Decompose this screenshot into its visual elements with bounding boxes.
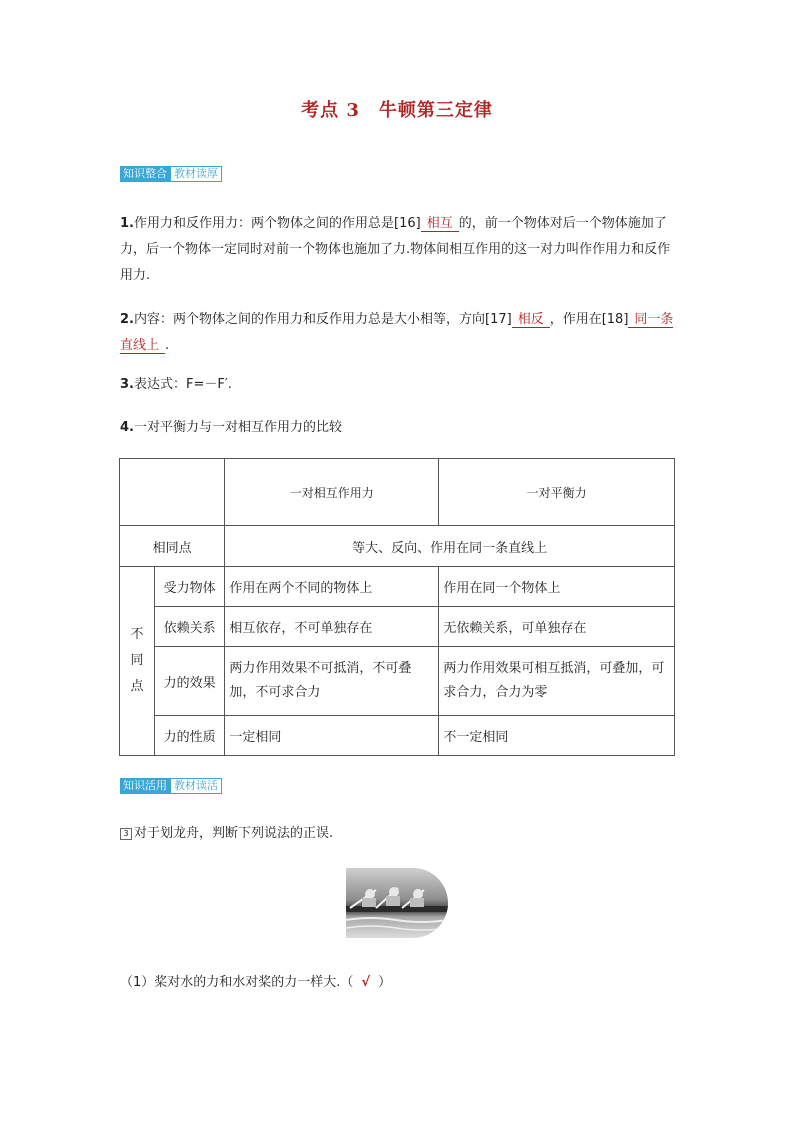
row-label: 相同点: [120, 526, 225, 567]
text: .: [165, 338, 170, 353]
page-title: 考点 3 牛顿第三定律: [301, 100, 493, 121]
table-row: [120, 716, 675, 756]
table-row: [120, 567, 675, 607]
cell: 不一定相同: [439, 716, 675, 756]
cell: 两力作用效果不可抵消，不可叠加，不可求合力: [225, 647, 439, 716]
text: 表达式：F=－F′.: [133, 377, 232, 392]
text: （1）桨对水的力和水对桨的力一样大.（: [120, 975, 354, 990]
badge-label: 知识活用: [120, 778, 170, 794]
text: 作用力和反作用力：两个物体之间的作用总是: [133, 216, 394, 231]
paragraph-2: [120, 307, 680, 359]
paragraph-3: [120, 372, 680, 398]
paragraph-4: [120, 415, 680, 441]
section-badge-practice: [120, 778, 222, 794]
badge-label: 知识整合: [120, 166, 170, 182]
row-label: 受力物体: [155, 567, 225, 607]
answer-blank: 相反: [512, 312, 550, 328]
text: 内容：两个物体之间的作用力和反作用力总是大小相等，方向: [133, 312, 485, 327]
item-number: 2.: [120, 312, 134, 327]
paragraph-1: [120, 211, 680, 289]
text: 对于划龙舟，判断下列说法的正误.: [134, 826, 334, 841]
diff-label-char: 不: [130, 627, 144, 642]
table-row: [120, 647, 675, 716]
row-label: 力的效果: [155, 647, 225, 716]
table-row: [120, 526, 675, 567]
cell: 相互依存，不可单独存在: [225, 607, 439, 647]
dragon-boat-image: [346, 868, 448, 938]
text: ，作用在: [549, 312, 602, 327]
text: 一对平衡力与一对相互作用力的比较: [133, 420, 342, 435]
table-header-cell: 一对平衡力: [439, 459, 675, 526]
diff-label-char: 点: [130, 679, 144, 694]
answer-blank: 同一条直线上: [120, 312, 674, 353]
diff-label-char: 同: [130, 653, 144, 668]
table-corner-cell: [120, 459, 225, 526]
text: ）: [378, 975, 392, 990]
check-mark: √: [361, 975, 371, 990]
cell: 作用在两个不同的物体上: [225, 567, 439, 607]
answer-blank: 相互: [421, 216, 459, 232]
row-label: 依赖关系: [155, 607, 225, 647]
dragon-boat-photo: [346, 868, 448, 938]
badge-sublabel: 教材读活: [170, 778, 222, 794]
question-number-icon: 3: [120, 828, 132, 840]
cell: 无依赖关系，可单独存在: [439, 607, 675, 647]
cell: 作用在同一个物体上: [439, 567, 675, 607]
section-badge-knowledge: [120, 166, 222, 182]
cell: 一定相同: [225, 716, 439, 756]
item-number: 3.: [120, 377, 134, 392]
table-header-row: [120, 459, 675, 526]
diff-label: [120, 567, 155, 756]
table-header-cell: 一对相互作用力: [225, 459, 439, 526]
question-item-1: [120, 970, 680, 996]
blank-number: [16]: [394, 216, 421, 231]
item-number: 1.: [120, 216, 134, 231]
text: 的，前一个物体对后一个物体施加了力，后一个物体一定同时对前一个物体也施加了力.物体间相互作用的这一对力叫作作用力和反作用力.: [120, 216, 671, 283]
table-row: [120, 607, 675, 647]
comparison-table: [119, 458, 675, 756]
blank-number: [18]: [601, 312, 629, 327]
row-label: 力的性质: [155, 716, 225, 756]
item-number: 4.: [120, 420, 134, 435]
question-stem: [120, 821, 680, 847]
cell: 两力作用效果可相互抵消，可叠加，可求合力，合力为零: [439, 647, 675, 716]
badge-sublabel: 教材读厚: [170, 166, 222, 182]
row-value: 等大、反向、作用在同一条直线上: [225, 526, 675, 567]
blank-number: [17]: [485, 312, 512, 327]
